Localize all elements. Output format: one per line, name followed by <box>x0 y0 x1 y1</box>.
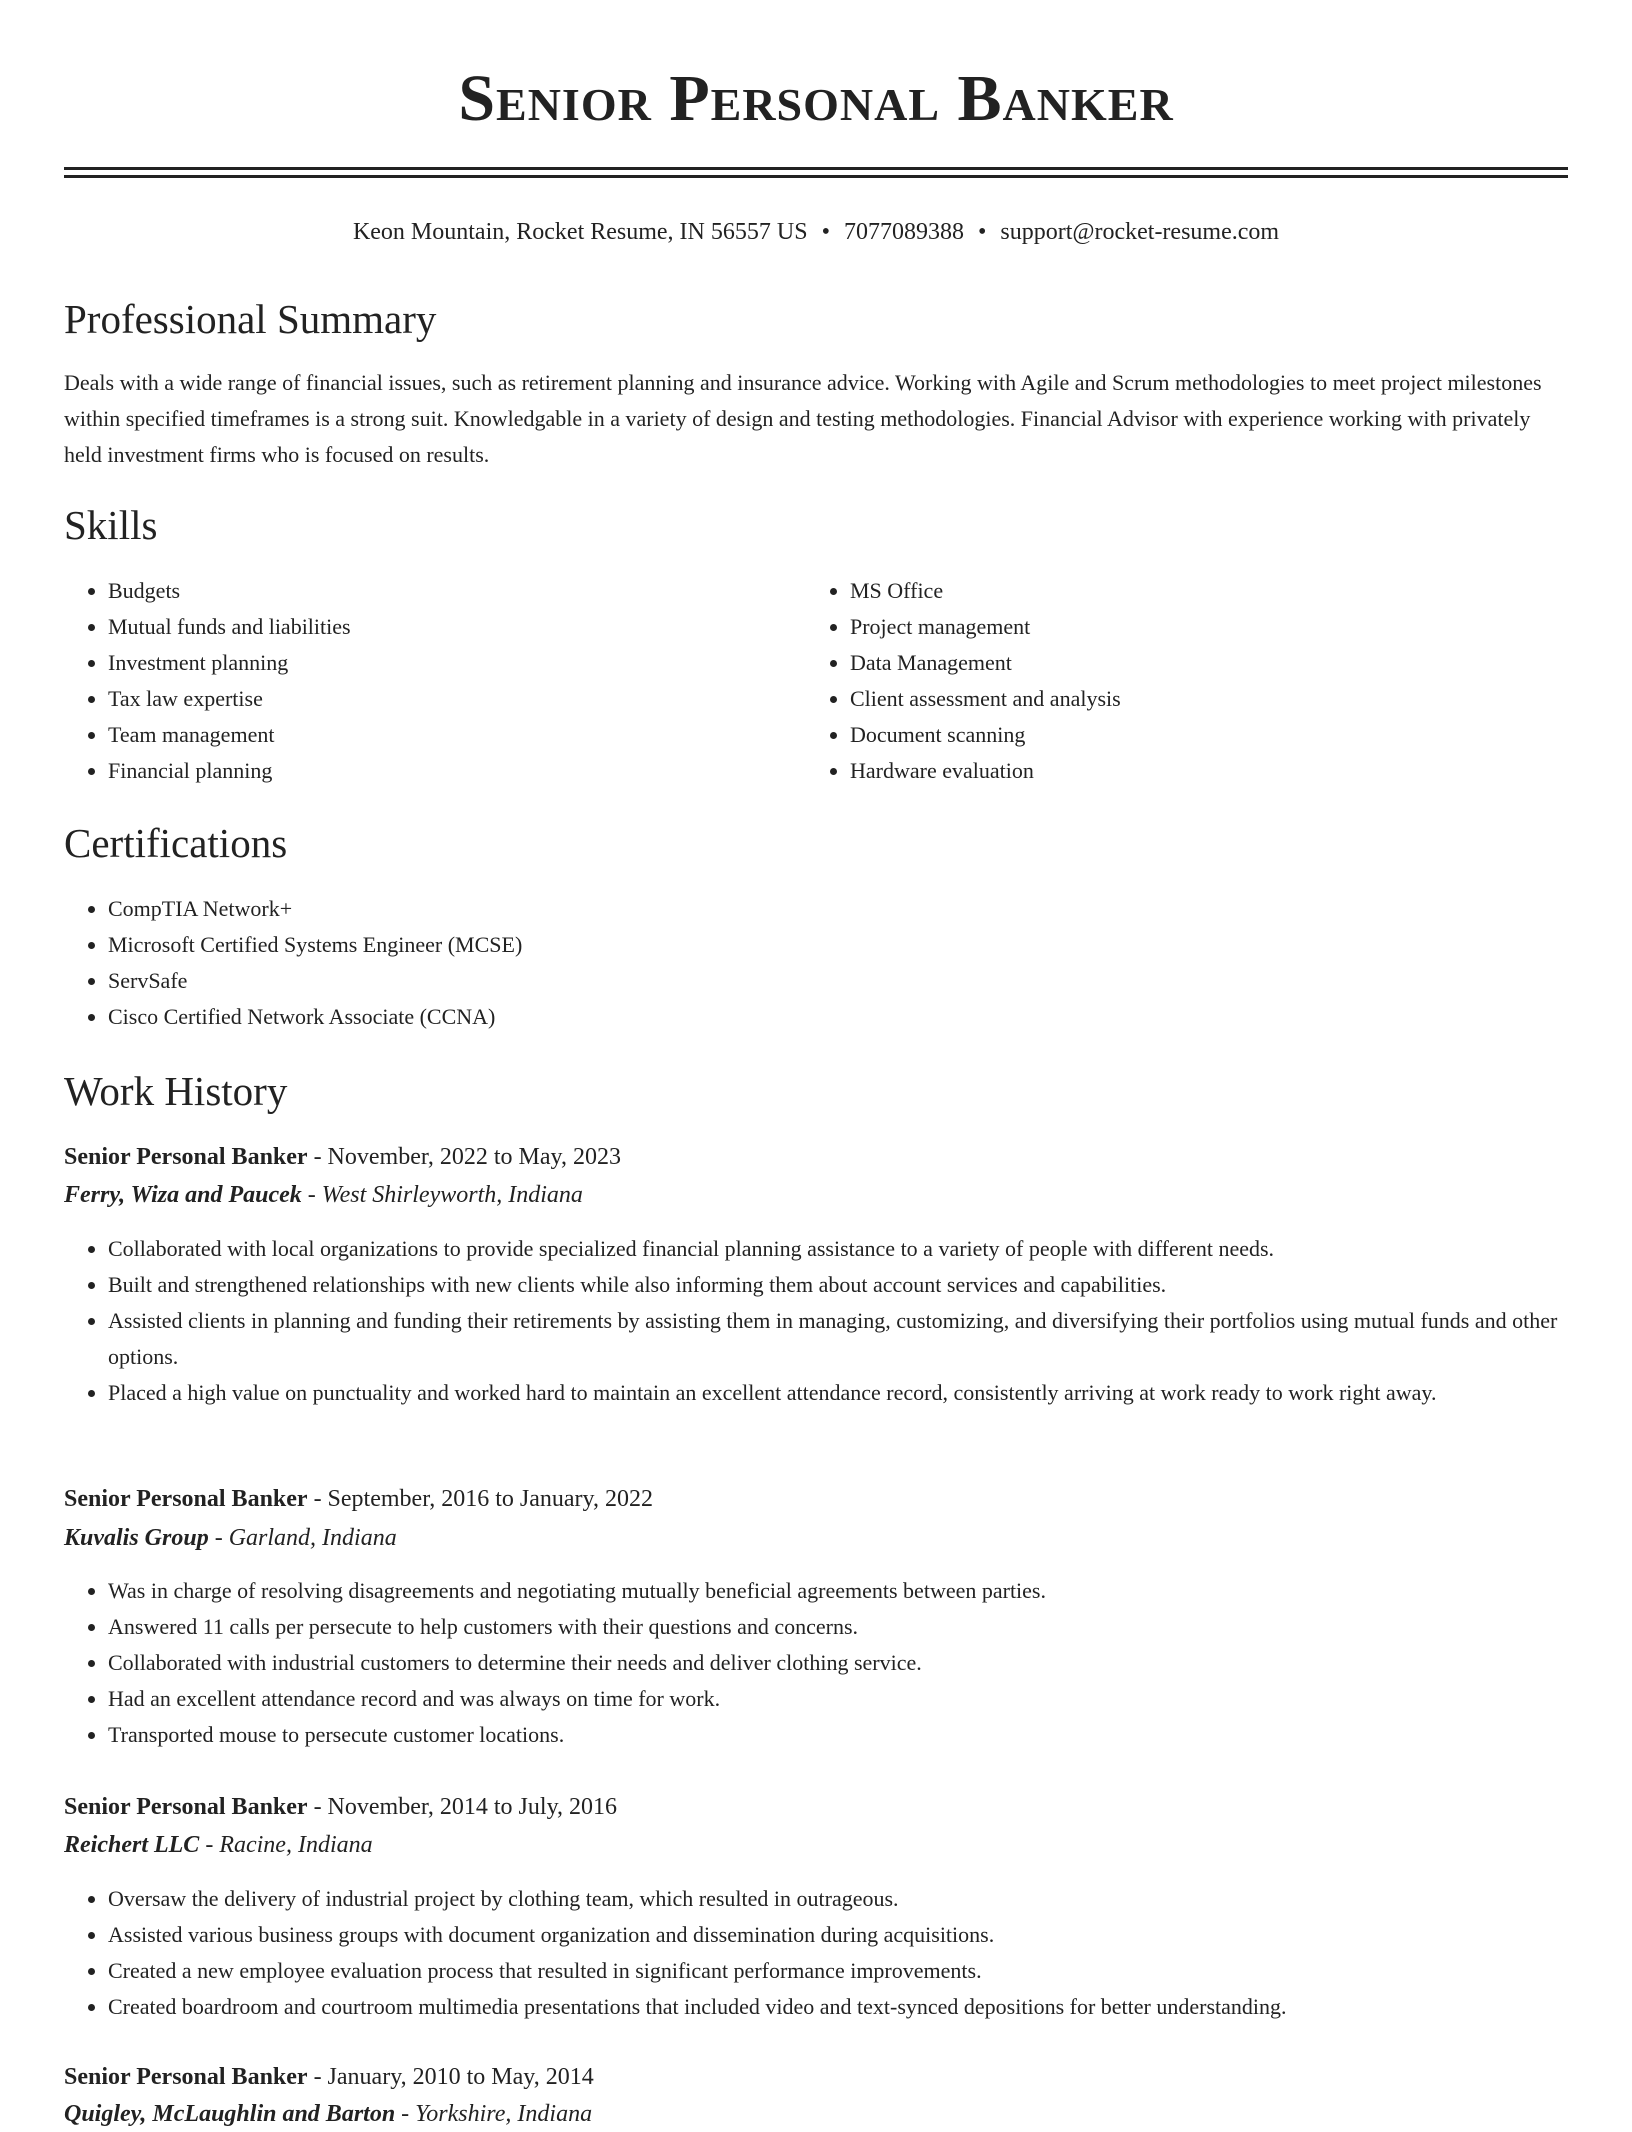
contact-line <box>64 214 1568 250</box>
company-location: - Racine, Indiana <box>199 1832 373 1858</box>
company-name: Kuvalis Group <box>64 1525 209 1551</box>
job-dates: - November, 2014 to July, 2016 <box>307 1794 618 1820</box>
job-title: Senior Personal Banker <box>64 2064 308 2090</box>
job-title: Senior Personal Banker <box>64 1486 308 1512</box>
list-item: • Document scanning <box>850 717 1550 753</box>
company-name: Ferry, Wiza and Paucek <box>64 1182 302 1208</box>
job-title: Senior Personal Banker <box>64 1794 308 1820</box>
job-bullets <box>64 1231 1612 1411</box>
list-item: • Microsoft Certified Systems Engineer (MCSE) <box>108 927 1108 963</box>
job-bullets <box>64 1881 1612 2025</box>
company-line <box>64 1520 1568 1556</box>
list-item: • Transported mouse to persecute customer locations. <box>108 1717 1612 1753</box>
job-dates: - January, 2010 to May, 2014 <box>307 2064 594 2090</box>
list-item: • CompTIA Network+ <box>108 891 1108 927</box>
summary-text: Deals with a wide range of financial issues, such as retirement planning and insurance advice. Working with Agile and Scrum methodologies to meet project milestones within specified timeframes is a strong suit. Knowledgable in a variety of design and testing methodologies. Financial Advisor with experience working with privately held investment firms who is focused on results. <box>64 370 1542 467</box>
company-line <box>64 2096 1568 2132</box>
contact-separator: • <box>821 219 830 245</box>
list-item: • Mutual funds and liabilities <box>108 609 808 645</box>
title-divider-bottom <box>64 175 1568 178</box>
job-bullets <box>64 1573 1612 1753</box>
list-item: • Assisted clients in planning and funding their retirements by assisting them in managing, customizing, and diversifying their portfolios using mutual funds and other options. <box>108 1303 1612 1375</box>
job-title-line <box>64 1139 1568 1175</box>
skills-list-left <box>64 573 808 789</box>
company-line <box>64 1827 1568 1863</box>
company-name: Quigley, McLaughlin and Barton <box>64 2101 396 2127</box>
contact-email: support@rocket-resume.com <box>1000 219 1280 245</box>
list-item: • Had an excellent attendance record and was always on time for work. <box>108 1681 1612 1717</box>
page-title: Senior Personal Banker <box>458 62 1174 135</box>
contact-phone: 7077089388 <box>843 219 964 245</box>
skills-heading: Skills <box>64 502 158 548</box>
list-item: • Collaborated with local organizations to provide specialized financial planning assistance to a variety of people with different needs. <box>108 1231 1612 1267</box>
company-location: - West Shirleyworth, Indiana <box>301 1182 583 1208</box>
resume-page <box>64 0 1568 2127</box>
list-item: • Oversaw the delivery of industrial project by clothing team, which resulted in outrageous. <box>108 1881 1612 1917</box>
list-item: • MS Office <box>850 573 1550 609</box>
list-item: • Client assessment and analysis <box>850 681 1550 717</box>
job-dates: - September, 2016 to January, 2022 <box>307 1486 653 1512</box>
list-item: • Was in charge of resolving disagreements and negotiating mutually beneficial agreements between parties. <box>108 1573 1612 1609</box>
contact-separator: • <box>977 219 987 245</box>
contact-address: Keon Mountain, Rocket Resume, IN 56557 US <box>352 219 808 245</box>
title-divider-top <box>64 167 1568 170</box>
work-history-heading: Work History <box>64 1068 288 1114</box>
certifications-list <box>64 891 1108 1035</box>
job-title-line <box>64 1481 1568 1517</box>
list-item: • Created a new employee evaluation process that resulted in significant performance improvements. <box>108 1953 1612 1989</box>
list-item: • Tax law expertise <box>108 681 808 717</box>
job-title-line <box>64 1789 1568 1825</box>
job-dates: - November, 2022 to May, 2023 <box>307 1144 621 1170</box>
company-location: - Garland, Indiana <box>208 1525 397 1551</box>
list-item: • Investment planning <box>108 645 808 681</box>
job-title-line <box>64 2059 1568 2095</box>
list-item: • Team management <box>108 717 808 753</box>
skills-list-right <box>806 573 1550 789</box>
list-item: • Created boardroom and courtroom multimedia presentations that included video and text-synced depositions for better understanding. <box>108 1989 1612 2025</box>
list-item: • Collaborated with industrial customers to determine their needs and deliver clothing service. <box>108 1645 1612 1681</box>
company-line <box>64 1177 1568 1213</box>
certifications-heading: Certifications <box>64 820 288 866</box>
company-name: Reichert LLC <box>64 1832 200 1858</box>
list-item: • ServSafe <box>108 963 1108 999</box>
list-item: • Data Management <box>850 645 1550 681</box>
list-item: • Financial planning <box>108 753 808 789</box>
list-item: • Answered 11 calls per persecute to help customers with their questions and concerns. <box>108 1609 1612 1645</box>
company-location: - Yorkshire, Indiana <box>395 2101 593 2127</box>
list-item: • Hardware evaluation <box>850 753 1550 789</box>
job-title: Senior Personal Banker <box>64 1144 308 1170</box>
list-item: • Built and strengthened relationships with new clients while also informing them about account services and capabilities. <box>108 1267 1612 1303</box>
summary-heading: Professional Summary <box>64 296 437 342</box>
list-item: • Cisco Certified Network Associate (CCNA) <box>108 999 1108 1035</box>
list-item: • Assisted various business groups with document organization and dissemination during acquisitions. <box>108 1917 1612 1953</box>
list-item: • Budgets <box>108 573 808 609</box>
list-item: • Placed a high value on punctuality and worked hard to maintain an excellent attendance record, consistently arriving at work ready to work right away. <box>108 1375 1612 1411</box>
list-item: • Project management <box>850 609 1550 645</box>
